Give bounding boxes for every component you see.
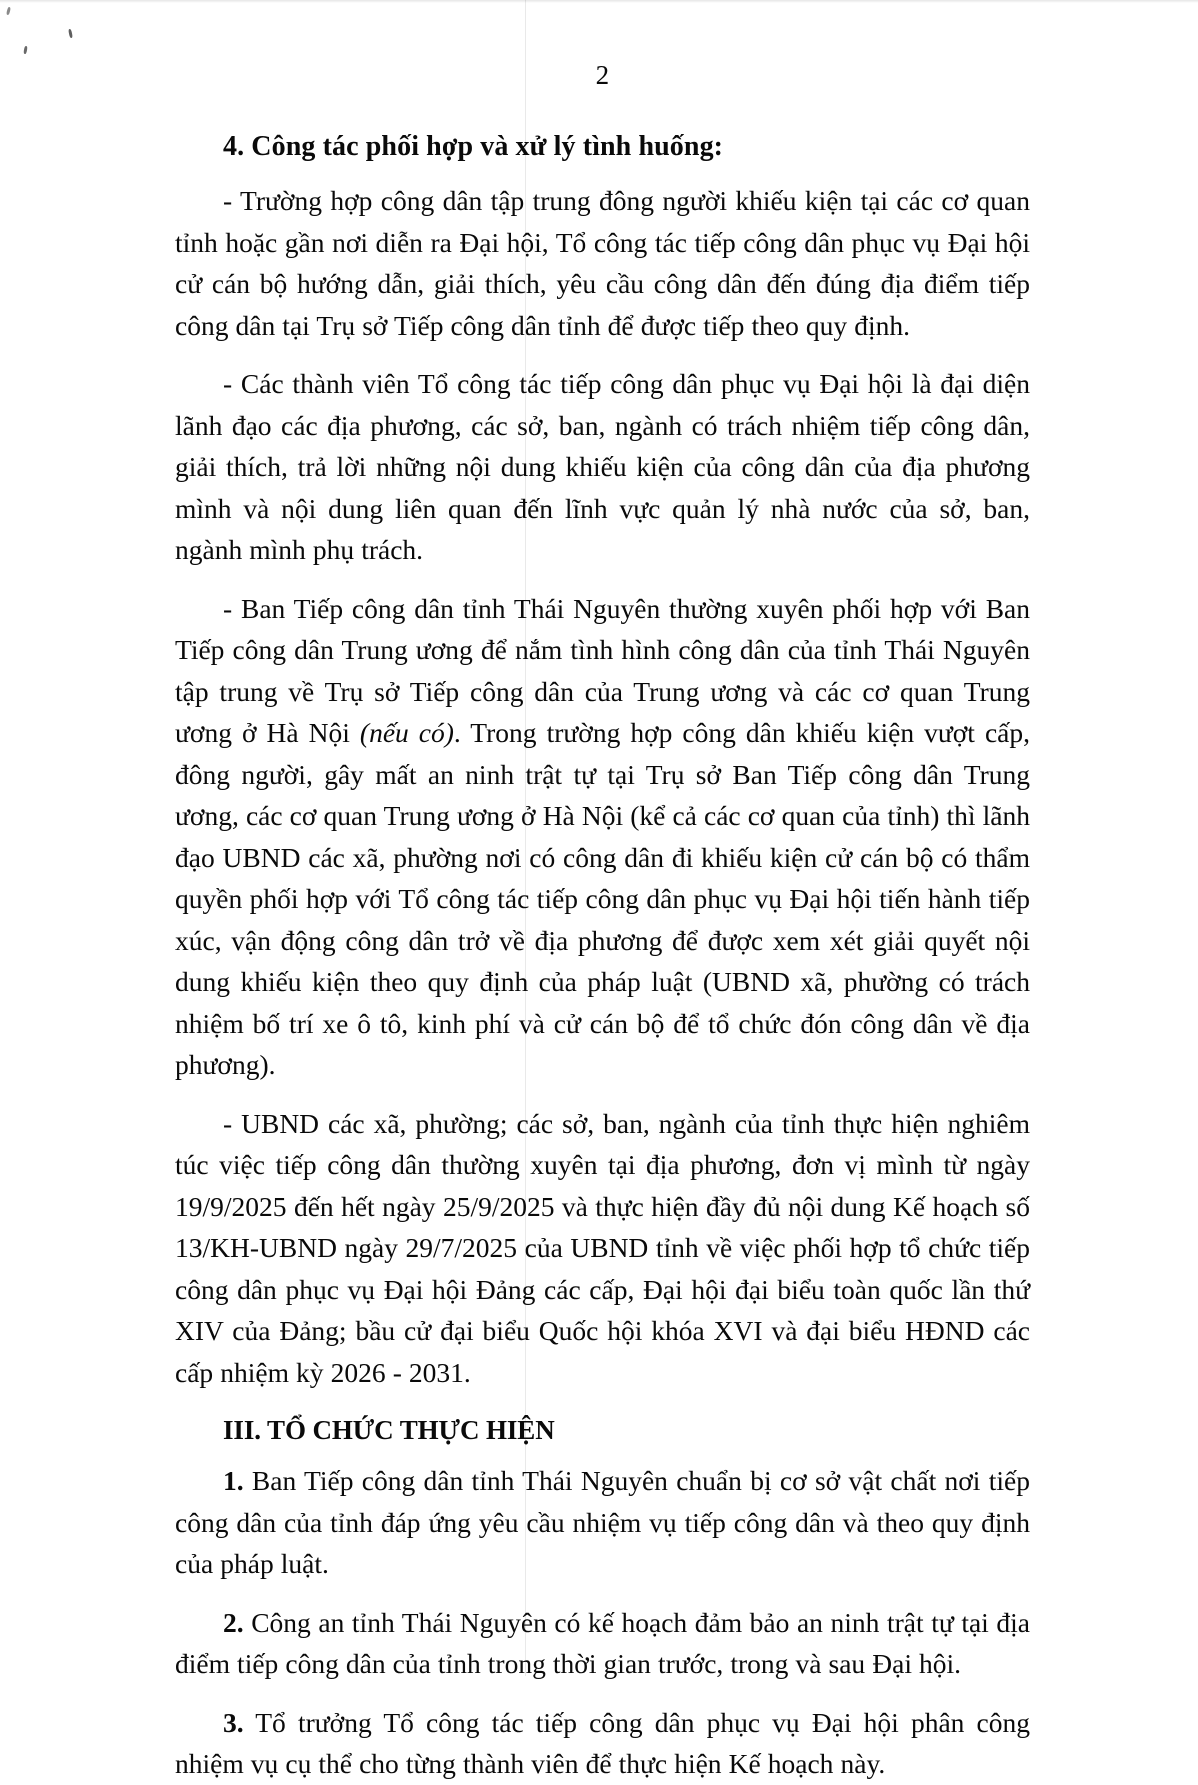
list-item-1-text: Ban Tiếp công dân tỉnh Thái Nguyên chuẩn bị cơ sở vật chất nơi tiếp công dân của tỉnh đáp ứng yêu cầu nhiệm vụ tiếp công dân và theo quy định của pháp luật. (175, 1465, 1030, 1579)
paragraph-central-coordination-part-a: - Ban Tiếp công dân tỉnh Thái Nguyên thường xuyên phối hợp với Ban Tiếp công dân Trung ương để nắm tình hình công dân của tỉnh Thái Nguyên tập trung về Trụ sở Tiếp công dân của Trung ương và các cơ quan Trung ương ở Hà Nội (175, 592, 1030, 748)
list-item-2-number: 2. (223, 1606, 244, 1638)
scan-speck (23, 46, 27, 54)
list-item-3 (175, 1702, 1030, 1785)
list-item-1-number: 1. (223, 1465, 244, 1496)
scan-speck (68, 29, 73, 38)
list-item-2-text: Công an tỉnh Thái Nguyên có kế hoạch đảm bảo an ninh trật tự tại địa điểm tiếp công dân của tỉnh trong thời gian trước, trong và sau Đại hội. (175, 1606, 1030, 1679)
paragraph-central-coordination-part-b: . Trong trường hợp công dân khiếu kiện vượt cấp, đông người, gây mất an ninh trật tự tại Trụ sở Ban Tiếp công dân Trung ương, các cơ quan Trung ương ở Hà Nội (kể cả các cơ quan của tỉnh) thì lãnh đạo UBND các xã, phường nơi có công dân đi khiếu kiện cử cán bộ có thẩm quyền phối hợp với Tổ công tác tiếp công dân phục vụ Đại hội tiến hành tiếp xúc, vận động công dân trở về địa phương để được xem xét giải quyết nội dung khiếu kiện theo quy định của pháp luật (UBND xã, phường có trách nhiệm bố trí xe ô tô, kinh phí và cử cán bộ để tổ chức đón công dân về địa phương). (175, 717, 1030, 1080)
paragraph-central-coordination (175, 588, 1030, 1086)
paragraph-task-force-members: - Các thành viên Tổ công tác tiếp công dân phục vụ Đại hội là đại diện lãnh đạo các địa phương, các sở, ban, ngành có trách nhiệm tiếp công dân, giải thích, trả lời những nội dung khiếu kiện của công dân của địa phương mình và nội dung liên quan đến lĩnh vực quản lý nhà nước của sở, ban, ngành mình phụ trách. (175, 368, 1030, 565)
list-item-3-number: 3. (223, 1706, 244, 1738)
page-number: 2 (595, 60, 610, 90)
list-item-3-text: Tổ trưởng Tổ công tác tiếp công dân phục vụ Đại hội phân công nhiệm vụ cụ thể cho từng thành viên để thực hiện Kế hoạch này. (175, 1706, 1030, 1779)
paragraph-ubnd-schedule: - UBND các xã, phường; các sở, ban, ngành của tỉnh thực hiện nghiêm túc việc tiếp công dân thường xuyên tại địa phương, đơn vị mình từ ngày 19/9/2025 đến hết ngày 25/9/2025 và thực hiện đầy đủ nội dung Kế hoạch số 13/KH-UBND ngày 29/7/2025 của UBND tỉnh về việc phối hợp tổ chức tiếp công dân phục vụ Đại hội Đảng các cấp, Đại hội đại biểu toàn quốc lần thứ XIV của Đảng; bầu cử đại biểu Quốc hội khóa XVI và đại biểu HĐND các cấp nhiệm kỳ 2026 - 2031. (175, 1107, 1030, 1388)
paragraph-coordination-crowds: - Trường hợp công dân tập trung đông người khiếu kiện tại các cơ quan tỉnh hoặc gần nơi diễn ra Đại hội, Tổ công tác tiếp công dân phục vụ Đại hội cử cán bộ hướng dẫn, giải thích, yêu cầu công dân đến đúng địa điểm tiếp công dân tại Trụ sở Tiếp công dân tỉnh để được tiếp theo quy định. (175, 185, 1030, 341)
section-heading-4: 4. Công tác phối hợp và xử lý tình huống: (223, 131, 724, 162)
list-item-1 (175, 1460, 1030, 1585)
scan-speck (6, 7, 11, 15)
section-heading-iii: III. TỔ CHỨC THỰC HIỆN (223, 1415, 555, 1445)
page-content (175, 0, 1030, 1785)
list-item-2 (175, 1602, 1030, 1685)
paragraph-central-coordination-italic: (nếu có) (359, 717, 454, 748)
